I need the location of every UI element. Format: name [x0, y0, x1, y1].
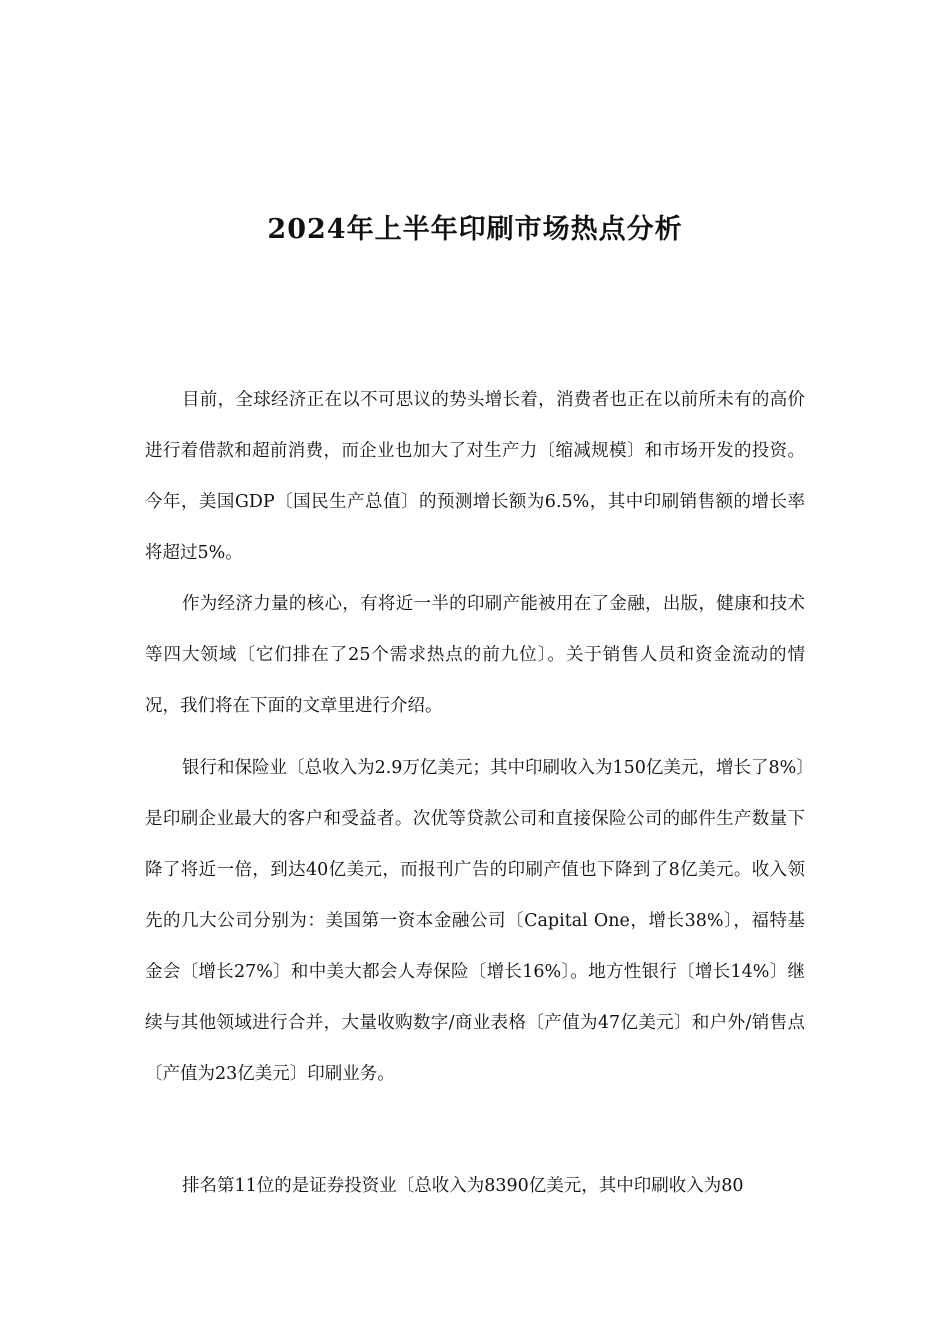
- document-title: 2024年上半年印刷市场热点分析: [267, 214, 683, 245]
- paragraph-banking-insurance: 银行和保险业〔总收入为2.9万亿美元；其中印刷收入为150亿美元，增长了8%〕是印刷企业最大的客户和受益者。次优等贷款公司和直接保险公司的邮件生产数量下降了将近一倍，到达40亿美元，而报刊广告的印刷产值也下降到了8亿美元。收入领先的几大公司分别为：美国第一资本金融公司〔Capital One，增长38%〕，福特基金会〔增长27%〕和中美大都会人寿保险〔增长16%〕。地方性银行〔增长14%〕继续与其他领域进行合并，大量收购数字/商业表格〔产值为47亿美元〕和户外/销售点〔产值为23亿美元〕印刷业务。: [145, 758, 805, 1084]
- paragraph-economy-overview: 目前，全球经济正在以不可思议的势头增长着，消费者也正在以前所未有的高价进行着借款和超前消费，而企业也加大了对生产力〔缩减规模〕和市场开发的投资。今年，美国GDP〔国民生产总值〕的预测增长额为6.5%，其中印刷销售额的增长率将超过5%。: [145, 390, 805, 563]
- paragraph-securities: 排名第11位的是证券投资业〔总收入为8390亿美元，其中印刷收入为80: [182, 1176, 744, 1196]
- paragraph-core-sectors: 作为经济力量的核心，有将近一半的印刷产能被用在了金融，出版，健康和技术等四大领域〔它们排在了25个需求热点的前九位〕。关于销售人员和资金流动的情况，我们将在下面的文章里进行介绍。: [145, 594, 805, 716]
